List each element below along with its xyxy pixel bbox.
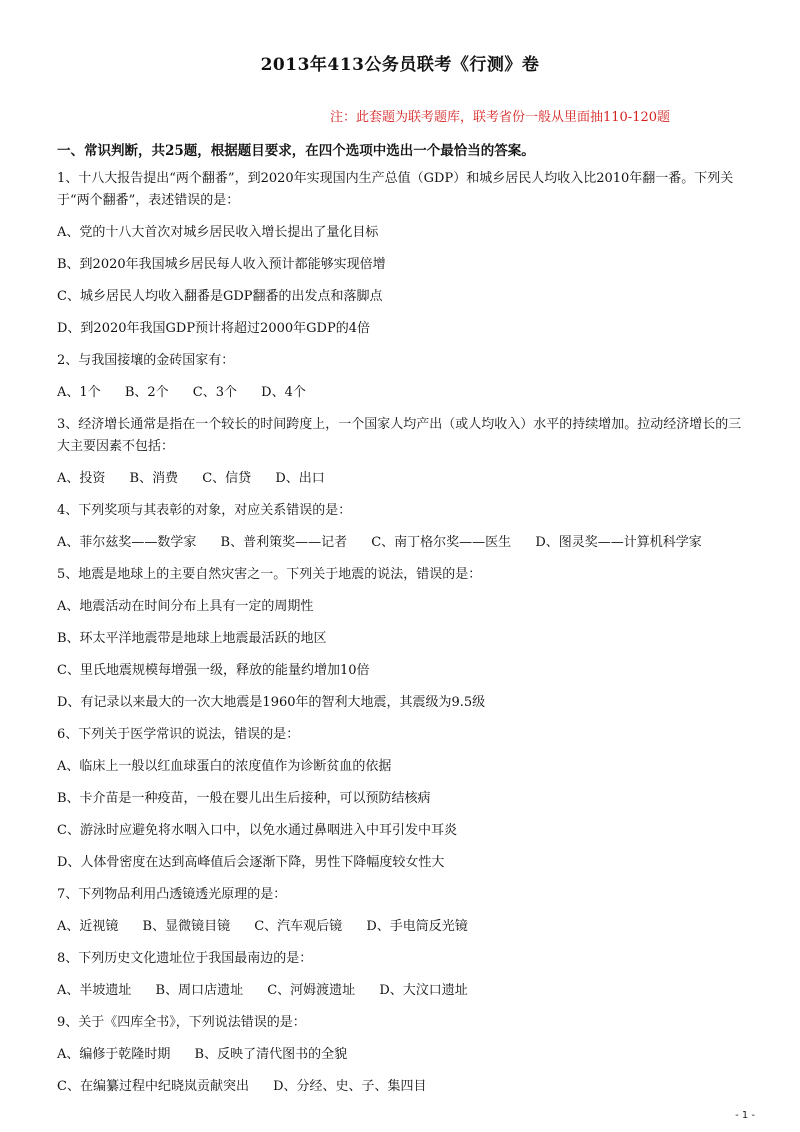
question-7-option-d: D、手电筒反光镜 bbox=[366, 919, 468, 934]
question-4-options bbox=[57, 532, 747, 554]
question-9-option-b: B、反映了清代图书的全貌 bbox=[194, 1047, 348, 1062]
question-9-options-row-2 bbox=[57, 1076, 747, 1098]
question-2-stem: 2、与我国接壤的金砖国家有： bbox=[57, 353, 235, 368]
question-5-stem: 5、地震是地球上的主要自然灾害之一。下列关于地震的说法，错误的是： bbox=[57, 567, 482, 582]
question-9-options-row-1 bbox=[57, 1044, 747, 1066]
question-2-option-d: D、4个 bbox=[261, 385, 306, 400]
question-9-option-a: A、编修于乾隆时期 bbox=[57, 1047, 171, 1062]
question-4-option-a: A、菲尔兹奖——数学家 bbox=[57, 535, 197, 550]
question-7-options bbox=[57, 916, 747, 938]
question-6-option-a: A、临床上一般以红血球蛋白的浓度值作为诊断贫血的依据 bbox=[57, 759, 392, 774]
question-1-stem: 1、十八大报告提出“两个翻番”，到2020年实现国内生产总值（GDP）和城乡居民人均收入比2010年翻一番。下列关于“两个翻番”，表述错误的是： bbox=[57, 171, 734, 208]
question-8-option-a: A、半坡遗址 bbox=[57, 983, 132, 998]
question-7-option-a: A、近视镜 bbox=[57, 919, 119, 934]
question-8-option-b: B、周口店遗址 bbox=[155, 983, 244, 998]
question-8-option-c: C、河姆渡遗址 bbox=[267, 983, 356, 998]
question-5-option-a: A、地震活动在时间分布上具有一定的周期性 bbox=[57, 599, 314, 614]
question-1-option-b: B、到2020年我国城乡居民每人收入预计都能够实现倍增 bbox=[57, 257, 386, 272]
question-7-option-c: C、汽车观后镜 bbox=[254, 919, 343, 934]
question-1-option-a: A、党的十八大首次对城乡居民收入增长提出了量化目标 bbox=[57, 225, 379, 240]
question-7-stem: 7、下列物品利用凸透镜透光原理的是： bbox=[57, 887, 287, 902]
question-3-option-d: D、出口 bbox=[275, 471, 325, 486]
question-3-options bbox=[57, 468, 747, 490]
question-5-option-b: B、环太平洋地震带是地球上地震最活跃的地区 bbox=[57, 631, 327, 646]
question-5-option-d: D、有记录以来最大的一次大地震是1960年的智利大地震，其震级为9.5级 bbox=[57, 695, 486, 710]
question-8-options bbox=[57, 980, 747, 1002]
question-4-option-b: B、普利策奖——记者 bbox=[220, 535, 348, 550]
question-3-stem: 3、经济增长通常是指在一个较长的时间跨度上，一个国家人均产出（或人均收入）水平的持续增加。拉动经济增长的三大主要因素不包括： bbox=[57, 417, 742, 454]
question-3-option-c: C、信贷 bbox=[202, 471, 252, 486]
question-4-option-d: D、图灵奖——计算机科学家 bbox=[535, 535, 702, 550]
question-6-option-c: C、游泳时应避免将水咽入口中，以免水通过鼻咽进入中耳引发中耳炎 bbox=[57, 823, 457, 838]
question-1-option-d: D、到2020年我国GDP预计将超过2000年GDP的4倍 bbox=[57, 321, 370, 336]
question-4-stem: 4、下列奖项与其表彰的对象，对应关系错误的是： bbox=[57, 503, 352, 518]
question-list bbox=[57, 168, 747, 1098]
question-6-option-b: B、卡介苗是一种疫苗，一般在婴儿出生后接种，可以预防结核病 bbox=[57, 791, 431, 806]
page-number: - 1 - bbox=[735, 1110, 755, 1121]
question-3-option-b: B、消费 bbox=[129, 471, 179, 486]
question-7-option-b: B、显微镜目镜 bbox=[142, 919, 231, 934]
red-note: 注：此套题为联考题库，联考省份一般从里面抽110-120题 bbox=[329, 110, 671, 125]
question-4-option-c: C、南丁格尔奖——医生 bbox=[371, 535, 512, 550]
question-6-stem: 6、下列关于医学常识的说法，错误的是： bbox=[57, 727, 300, 742]
question-1-option-c: C、城乡居民人均收入翻番是GDP翻番的出发点和落脚点 bbox=[57, 289, 383, 304]
question-8-stem: 8、下列历史文化遗址位于我国最南边的是： bbox=[57, 951, 313, 966]
question-3-option-a: A、投资 bbox=[57, 471, 106, 486]
question-2-option-a: A、1个 bbox=[57, 385, 101, 400]
question-5-option-c: C、里氏地震规模每增强一级，释放的能量约增加10倍 bbox=[57, 663, 370, 678]
question-9-option-d: D、分经、史、子、集四目 bbox=[273, 1079, 427, 1094]
section-heading: 一、常识判断，共25题，根据题目要求，在四个选项中选出一个最恰当的答案。 bbox=[57, 143, 535, 159]
question-2-option-c: C、3个 bbox=[192, 385, 237, 400]
question-9-stem: 9、关于《四库全书》，下列说法错误的是： bbox=[57, 1015, 306, 1030]
question-8-option-d: D、大汶口遗址 bbox=[379, 983, 468, 998]
question-2-option-b: B、2个 bbox=[124, 385, 169, 400]
question-6-option-d: D、人体骨密度在达到高峰值后会逐渐下降，男性下降幅度较女性大 bbox=[57, 855, 445, 870]
page-title: 2013年413公务员联考《行测》卷 bbox=[260, 55, 540, 75]
question-2-options bbox=[57, 382, 747, 404]
question-9-option-c: C、在编纂过程中纪晓岚贡献突出 bbox=[57, 1079, 249, 1094]
